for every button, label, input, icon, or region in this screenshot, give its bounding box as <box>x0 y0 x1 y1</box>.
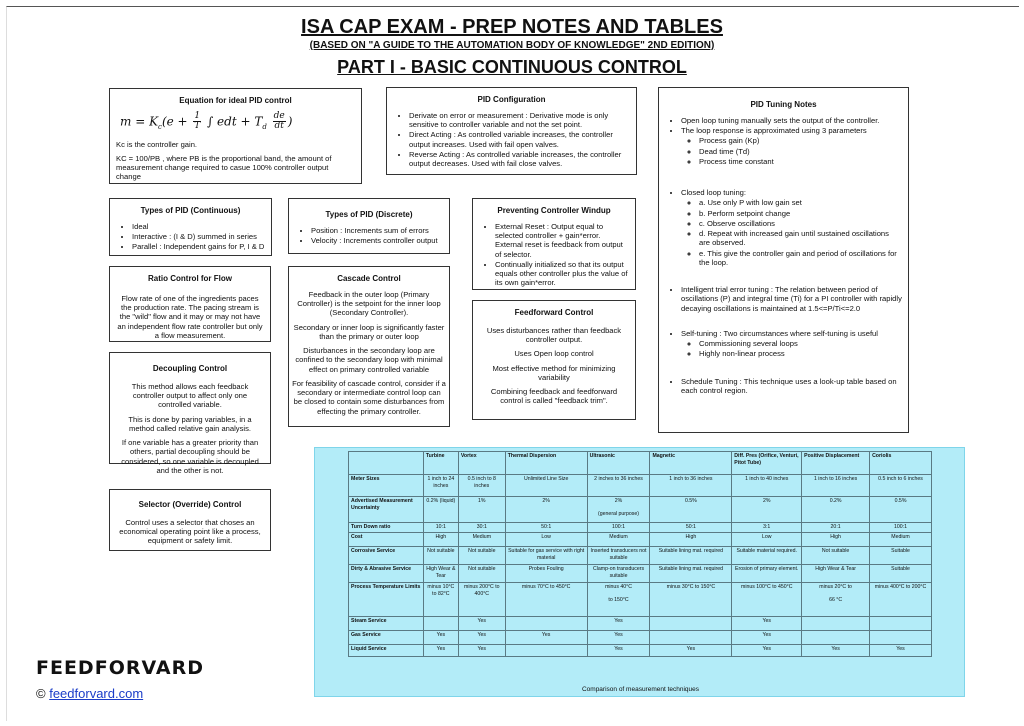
row-header-cell: Turn Down ratio <box>349 523 424 533</box>
pid-tuning-box <box>658 87 909 433</box>
selector-box <box>109 489 271 551</box>
table-cell: Inserted transducers not suitable <box>587 547 650 565</box>
table-cell: Yes <box>423 645 458 657</box>
types-continuous-box <box>109 198 272 256</box>
table-cell: minus 400°C to 200°C <box>870 583 932 617</box>
column-header <box>349 452 424 475</box>
table-cell: High <box>650 533 732 547</box>
pid-config-list <box>393 111 630 169</box>
table-cell: Not suitable <box>458 565 505 583</box>
table-cell: Medium <box>870 533 932 547</box>
table-cell: 2% <box>505 497 587 523</box>
decoupling-box <box>109 352 271 475</box>
table-cell: 3:1 <box>732 523 802 533</box>
closed-loop-text: Closed loop tuning: <box>681 188 747 197</box>
column-header: Magnetic <box>650 452 732 475</box>
ratio-title: Ratio Control for Flow <box>148 274 232 283</box>
table-cell: Probes Fouling <box>505 565 587 583</box>
selector-text: Control uses a selector that choses an economical operating point like a process, equipment or safety limit. <box>119 517 261 546</box>
table-cell: Suitable for gas service with right material <box>505 547 587 565</box>
decoupling-p3: If one variable has a greater priority than others, partial decoupling should be considered, so one variable is decoupled and the other is not. <box>121 438 259 475</box>
table-cell: 50:1 <box>650 523 732 533</box>
table-row <box>349 631 932 645</box>
kc-equation: KC = 100/PB , where PB is the proportional band, the amount of measurement change required to casue 100% controller output change <box>116 153 332 182</box>
list-item: • Continually initialized so that its output equals other controller plus the value of its own gain*error. <box>495 260 629 288</box>
types-continuous-title: Types of PID (Continuous) <box>140 206 241 215</box>
cascade-p2: Secondary or inner loop is significantly faster than the primary or outer loop <box>293 322 445 341</box>
types-discrete-title: Types of PID (Discrete) <box>325 210 413 219</box>
table-cell: Yes <box>458 645 505 657</box>
table-cell: High Wear & Tear <box>802 565 870 583</box>
pid-config-box <box>386 87 637 175</box>
windup-title: Preventing Controller Windup <box>497 206 611 215</box>
feedforward-title: Feedforward Control <box>514 308 594 317</box>
table-cell: High Wear & Tear <box>423 565 458 583</box>
table-cell: Yes <box>732 631 802 645</box>
list-item <box>681 329 902 359</box>
feedforvard-logo: FEEDFORVARD <box>36 657 204 679</box>
open-loop-text: Open loop tuning manually sets the output of the controller. <box>681 115 880 125</box>
ratio-text: Flow rate of one of the ingredients paces the production rate. The pacing stream is the "wild" flow and it may or may not have an independent flow rate controller but only a flow measurement. <box>117 293 263 340</box>
table-cell: Unlimited Line Size <box>505 475 587 497</box>
feedforward-box <box>472 300 636 420</box>
page-subtitle: (BASED ON "A GUIDE TO THE AUTOMATION BODY OF KNOWLEDGE" 2ND EDITION) <box>309 40 715 51</box>
table-row <box>349 583 932 617</box>
self-sublist <box>681 339 902 359</box>
pid-tuning-list <box>665 116 902 395</box>
list-item: ◦ Highly non-linear process <box>699 349 902 358</box>
table-cell <box>870 617 932 631</box>
list-item <box>681 126 902 166</box>
table-cell: minus 30°C to 150°C <box>650 583 732 617</box>
table-cell <box>423 617 458 631</box>
row-header-cell: Steam Service <box>349 617 424 631</box>
list-item: • Ideal <box>132 222 265 231</box>
copyright-icon: © <box>36 686 46 701</box>
table-cell: 100:1 <box>587 523 650 533</box>
windup-box <box>472 198 636 290</box>
feedforward-p2: Uses Open loop control <box>514 349 594 359</box>
table-cell: Low <box>505 533 587 547</box>
table-cell: 0.5% <box>650 497 732 523</box>
table-cell: minus 70°C to 450°C <box>505 583 587 617</box>
self-tuning-text: Self-tuning : Two circumstances where self-tuning is useful <box>681 328 878 338</box>
list-item: • Parallel : Independent gains for P, I & D <box>132 242 265 251</box>
row-header-cell: Corrosive Service <box>349 547 424 565</box>
column-header: Vortex <box>458 452 505 475</box>
table-cell: Not suitable <box>802 547 870 565</box>
table-cell: Yes <box>458 617 505 631</box>
table-cell: High <box>802 533 870 547</box>
table-cell: 30:1 <box>458 523 505 533</box>
table-cell: 1 inch to 24 inches <box>423 475 458 497</box>
list-item: ◦ a. Use only P with low gain set <box>699 198 902 207</box>
types-continuous-list <box>116 222 265 252</box>
table-row <box>349 523 932 533</box>
table-cell: Low <box>732 533 802 547</box>
table-cell: 50:1 <box>505 523 587 533</box>
list-item: • Position : Increments sum of errors <box>311 226 443 235</box>
table-cell: Yes <box>587 617 650 631</box>
column-header: Positive Displacement <box>802 452 870 475</box>
measurement-table-panel <box>314 447 965 697</box>
row-header-cell: Meter Sizes <box>349 475 424 497</box>
table-cell: minus 40°C to 150°C <box>587 583 650 617</box>
feedforward-p1: Uses disturbances rather than feedback controller output. <box>486 325 622 344</box>
table-cell: 100:1 <box>870 523 932 533</box>
table-cell: 0.2% <box>802 497 870 523</box>
table-cell: Medium <box>458 533 505 547</box>
list-item: ◦ Commissioning several loops <box>699 339 902 348</box>
table-cell: 0.5 inch to 8 inches <box>458 475 505 497</box>
table-cell: Yes <box>505 631 587 645</box>
list-item: • Interactive : (I & D) summed in series <box>132 232 265 241</box>
list-item: • Reverse Acting : As controlled variable increases, the controller output decreases. Used with fail close valves. <box>409 150 630 169</box>
table-cell: Yes <box>870 645 932 657</box>
part-title: PART I - BASIC CONTINUOUS CONTROL <box>337 57 687 77</box>
table-row <box>349 565 932 583</box>
list-item: • Direct Acting : As controlled variable increases, the controller output increases. Used with fail open valves. <box>409 130 630 149</box>
table-cell: Yes <box>423 631 458 645</box>
table-cell: 1% <box>458 497 505 523</box>
measurement-table <box>348 451 932 657</box>
cascade-p3: Disturbances in the secondary loop are confined to the secondary loop with minimal effect on primary controlled variable <box>295 346 443 374</box>
list-item: ◦ d. Repeat with increased gain until sustained oscillations are observed. <box>699 229 902 248</box>
approx-sublist <box>681 136 902 166</box>
cascade-box <box>288 266 450 427</box>
kc-definition: Kc is the controller gain. <box>116 139 198 149</box>
trial-text: Intelligent trial error tuning : The relation between period of oscillations (P) and integral time (Ti) for a PI controller with rapidly decaying oscillations is maintained at 1.5<=P/Ti<=2.0 <box>681 285 902 313</box>
table-row <box>349 497 932 523</box>
table-cell: 0.5% <box>870 497 932 523</box>
measurement-table-body <box>349 475 932 657</box>
selector-title: Selector (Override) Control <box>138 500 242 509</box>
table-header-row <box>349 452 932 475</box>
windup-list <box>479 222 629 288</box>
table-cell: Not suitable <box>458 547 505 565</box>
table-cell <box>802 631 870 645</box>
row-header-cell: Process Temperature Limits <box>349 583 424 617</box>
cascade-title: Cascade Control <box>337 274 401 283</box>
row-header-cell: Cost <box>349 533 424 547</box>
column-header: Coriolis <box>870 452 932 475</box>
table-cell: Suitable <box>870 565 932 583</box>
table-row <box>349 617 932 631</box>
table-cell: minus 20°C to 66 °C <box>802 583 870 617</box>
approx-text: The loop response is approximated using 3 parameters <box>681 126 867 135</box>
decoupling-title: Decoupling Control <box>152 364 228 373</box>
table-cell <box>870 631 932 645</box>
table-cell: 2% (general purpose) <box>587 497 650 523</box>
list-item: ◦ Dead time (Td) <box>699 147 902 156</box>
types-discrete-list <box>295 226 443 246</box>
table-cell <box>802 617 870 631</box>
table-cell <box>650 617 732 631</box>
list-item: ◦ e. This give the controller gain and period of oscillations for the loop. <box>699 249 902 268</box>
table-cell: Medium <box>587 533 650 547</box>
table-cell: 20:1 <box>802 523 870 533</box>
cascade-p1: Feedback in the outer loop (Primary Controller) is the setpoint for the inner loop (Secondary Controller). <box>297 289 441 318</box>
list-item <box>681 188 902 267</box>
table-cell <box>650 631 732 645</box>
table-row <box>349 533 932 547</box>
table-cell <box>505 617 587 631</box>
table-cell: Suitable lining mat. required <box>650 547 732 565</box>
row-header-cell: Dirty & Abrasive Service <box>349 565 424 583</box>
ratio-box <box>109 266 271 342</box>
list-item: ◦ b. Perform setpoint change <box>699 209 902 218</box>
table-cell: Erosion of primary element. <box>732 565 802 583</box>
table-cell: Suitable <box>870 547 932 565</box>
table-cell: 1 inch to 40 inches <box>732 475 802 497</box>
list-item <box>681 116 902 125</box>
site-link[interactable]: feedforvard.com <box>49 686 144 701</box>
table-cell: Suitable material required. <box>732 547 802 565</box>
schedule-text: Schedule Tuning : This technique uses a look-up table based on each control region. <box>681 376 897 395</box>
ideal-pid-title: Equation for ideal PID control <box>179 96 292 105</box>
table-cell: Suitable lining mat. required <box>650 565 732 583</box>
table-cell: minus 10°C to 82°C <box>423 583 458 617</box>
closed-sublist <box>681 198 902 267</box>
table-row <box>349 475 932 497</box>
page-title: ISA CAP EXAM - PREP NOTES AND TABLES <box>301 16 723 38</box>
types-discrete-box <box>288 198 450 254</box>
table-cell: Yes <box>650 645 732 657</box>
table-cell: Yes <box>732 645 802 657</box>
decoupling-p2: This is done by paring variables, in a method called relative gain analysis. <box>128 414 252 433</box>
ideal-pid-box <box>109 88 362 184</box>
table-cell: minus 200°C to 400°C <box>458 583 505 617</box>
table-cell: Yes <box>458 631 505 645</box>
table-cell: minus 100°C to 450°C <box>732 583 802 617</box>
table-cell: Yes <box>802 645 870 657</box>
table-cell: Not suitable <box>423 547 458 565</box>
feedforward-p4: Combining feedback and feedforward control is called "feedback trim". <box>490 387 618 406</box>
row-header-cell: Liquid Service <box>349 645 424 657</box>
table-cell: High <box>423 533 458 547</box>
feedforward-p3: Most effective method for minimizing variability <box>492 363 616 382</box>
column-header: Diff. Pres (Orifice, Venturi, Pitot Tube) <box>732 452 802 475</box>
row-header-cell: Gas Service <box>349 631 424 645</box>
table-cell: 1 inch to 16 inches <box>802 475 870 497</box>
column-header: Ultrasonic <box>587 452 650 475</box>
table-cell: Yes <box>732 617 802 631</box>
list-item: • External Reset : Output equal to selected controller + gain*error. External reset is feedback from output of selector. <box>495 222 629 259</box>
table-cell: 1 inch to 36 inches <box>650 475 732 497</box>
table-cell: Clamp-on transducers suitable <box>587 565 650 583</box>
column-header: Turbine <box>423 452 458 475</box>
table-cell: 2 inches to 36 inches <box>587 475 650 497</box>
list-item <box>681 377 902 396</box>
table-cell: 0.2% (liquid) <box>423 497 458 523</box>
list-item: ◦ Process time constant <box>699 157 902 166</box>
table-cell <box>505 645 587 657</box>
decoupling-p1: This method allows each feedback controller output to affect only one controlled variable. <box>131 381 249 410</box>
column-header: Thermal Dispersion <box>505 452 587 475</box>
cascade-p4: For feasibility of cascade control, consider if a secondary or intermediate control loop can be closed to contain some disturbances from effecting the primary controller. <box>292 378 446 416</box>
table-cell: 10:1 <box>423 523 458 533</box>
site-line <box>36 686 143 701</box>
row-header-cell: Advertised Measurement Uncertainty <box>349 497 424 523</box>
list-item <box>681 285 902 313</box>
pid-config-title: PID Configuration <box>477 95 546 104</box>
pid-equation: $m = K_c(e$ + $\frac{1}{T}$ ∫ edt + $T_d$ $\frac{de}{dt}$ ) <box>120 110 293 132</box>
list-item: ◦ Process gain (Kp) <box>699 136 902 145</box>
table-row <box>349 645 932 657</box>
table-cell: Yes <box>587 645 650 657</box>
list-item: • Velocity : Increments controller output <box>311 236 443 245</box>
table-cell: Yes <box>587 631 650 645</box>
table-cell: 0.5 inch to 6 inches <box>870 475 932 497</box>
list-item: • Derivate on error or measurement : Derivative mode is only sensitive to controller variable and not the set point. <box>409 111 630 130</box>
table-caption: Comparison of measurement techniques <box>581 686 700 693</box>
list-item: ◦ c. Observe oscillations <box>699 219 902 228</box>
pid-tuning-title: PID Tuning Notes <box>750 100 817 109</box>
table-cell: 2% <box>732 497 802 523</box>
table-row <box>349 547 932 565</box>
